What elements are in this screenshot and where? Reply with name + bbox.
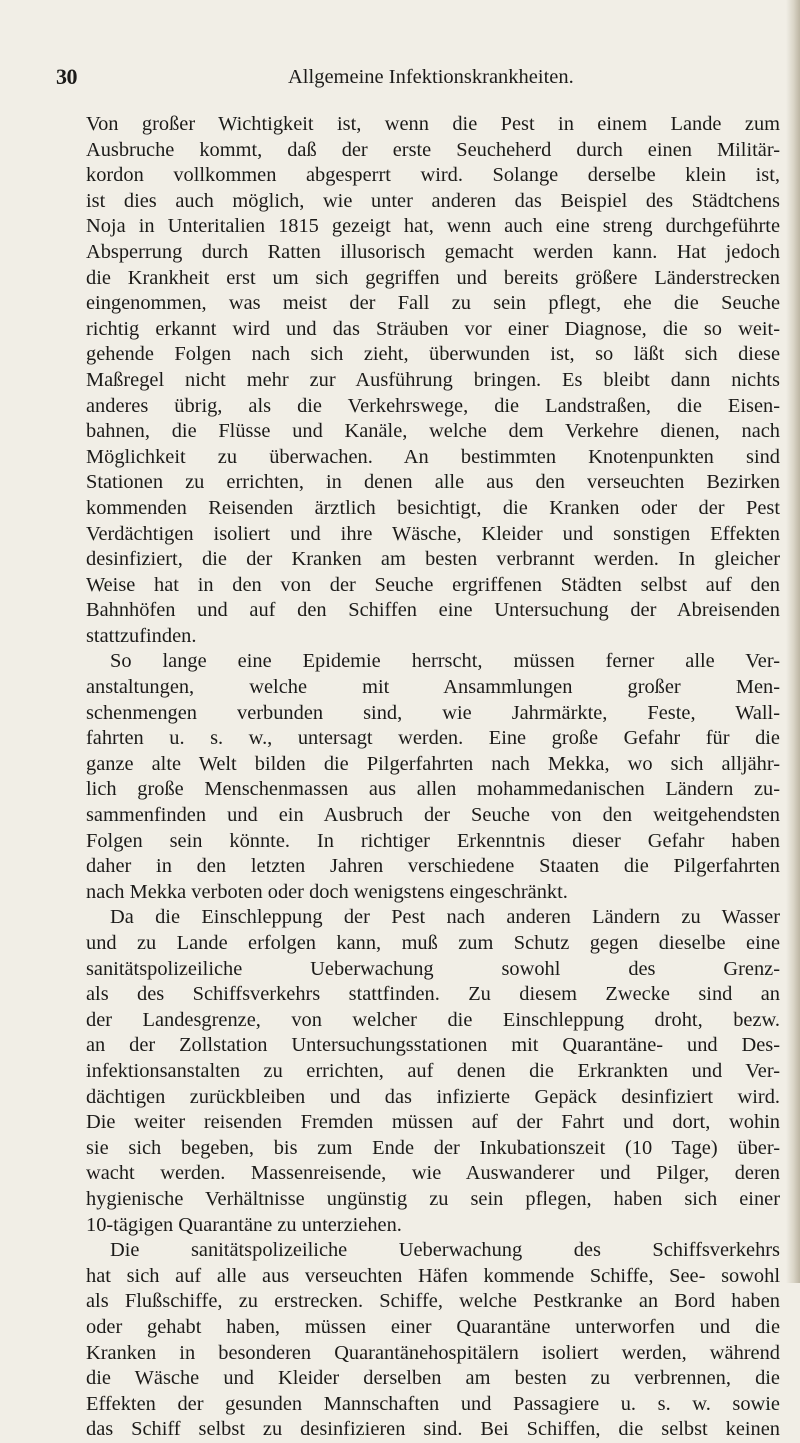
text-line: der Landesgrenze, von welcher die Einschleppung droht, bezw. xyxy=(86,1008,780,1031)
text-line: hat sich auf alle aus verseuchten Häfen kommende Schiffe, See- sowohl xyxy=(86,1264,780,1287)
text-line: schenmengen verbunden sind, wie Jahrmärkte, Feste, Wall- xyxy=(86,701,780,724)
text-line: fahrten u. s. w., untersagt werden. Eine große Gefahr für die xyxy=(86,727,780,750)
text-line: stattzufinden. xyxy=(86,624,197,647)
text-line: Weise hat in den von der Seuche ergriffenen Städten selbst auf den xyxy=(86,573,780,596)
text-line: sammenfinden und ein Ausbruch der Seuche von den weitgehendsten xyxy=(86,804,780,827)
text-line: hygienische Verhältnisse ungünstig zu sein pflegen, haben sich einer xyxy=(86,1187,780,1210)
text-line: desinfiziert, die der Kranken am besten verbrannt werden. In gleicher xyxy=(86,548,780,571)
text-line: infektionsanstalten zu errichten, auf denen die Erkrankten und Ver- xyxy=(86,1059,780,1082)
text-line: Die weiter reisenden Fremden müssen auf der Fahrt und dort, wohin xyxy=(86,1111,780,1134)
text-line: anderes übrig, als die Verkehrswege, die Landstraßen, die Eisen- xyxy=(86,394,780,417)
text-line: richtig erkannt wird und das Sträuben vor einer Diagnose, die so weit- xyxy=(86,317,780,340)
text-line: Die sanitätspolizeiliche Ueberwachung des Schiffsverkehrs xyxy=(110,1239,780,1262)
text-line: Stationen zu errichten, in denen alle aus den verseuchten Bezirken xyxy=(86,471,780,494)
text-line: sie sich begeben, bis zum Ende der Inkubationszeit (10 Tage) über- xyxy=(86,1136,780,1159)
text-line: und zu Lande erfolgen kann, muß zum Schutz gegen dieselbe eine xyxy=(86,932,780,954)
text-line: Kranken in besonderen Quarantänehospitälern isoliert werden, während xyxy=(86,1341,780,1364)
text-line: oder gehabt haben, müssen einer Quarantäne unterworfen und die xyxy=(86,1315,780,1338)
text-line: die Wäsche und Kleider derselben am besten zu verbrennen, die xyxy=(86,1367,780,1390)
page-header xyxy=(56,64,756,96)
text-line: ganze alte Welt bilden die Pilgerfahrten nach Mekka, wo sich alljähr- xyxy=(86,752,780,775)
text-line: das Schiff selbst zu desinfizieren sind. Bei Schiffen, die selbst keinen xyxy=(86,1418,780,1441)
page-number: 30 xyxy=(56,64,77,89)
text-line: Maßregel nicht mehr zur Ausführung bringen. Es bleibt dann nichts xyxy=(86,368,780,391)
text-line: Folgen sein könnte. In richtiger Erkenntnis dieser Gefahr haben xyxy=(86,829,780,852)
text-line: 10-tägigen Quarantäne zu unterziehen. xyxy=(86,1213,402,1236)
text-line: kommenden Reisenden ärztlich besichtigt, die Kranken oder der Pest xyxy=(86,496,780,519)
text-line: an der Zollstation Untersuchungsstationen mit Quarantäne- und Des- xyxy=(86,1034,780,1057)
text-line: eingenommen, was meist der Fall zu sein pflegt, ehe die Seuche xyxy=(86,292,780,315)
text-line: Möglichkeit zu überwachen. An bestimmten Knotenpunkten sind xyxy=(86,445,780,468)
text-line: anstaltungen, welche mit Ansammlungen großer Men- xyxy=(86,676,780,699)
body-text xyxy=(86,112,780,1443)
text-line: Absperrung durch Ratten illusorisch gemacht werden kann. Hat jedoch xyxy=(86,240,780,263)
text-line: wacht werden. Massenreisende, wie Auswanderer und Pilger, deren xyxy=(86,1162,780,1185)
text-line: sanitätspolizeiliche Ueberwachung sowohl des Grenz- xyxy=(86,957,780,980)
running-head: Allgemeine Infektionskrankheiten. xyxy=(288,66,574,88)
text-line: gehende Folgen nach sich zieht, überwunden ist, so läßt sich diese xyxy=(86,343,780,366)
text-line: ist dies auch möglich, wie unter anderen das Beispiel des Städtchens xyxy=(86,189,780,212)
text-line: lich große Menschenmassen aus allen mohammedanischen Ländern zu- xyxy=(86,778,780,801)
text-line: dächtigen zurückbleiben und das infizierte Gepäck desinfiziert wird. xyxy=(86,1085,780,1108)
text-line: Da die Einschleppung der Pest nach anderen Ländern zu Wasser xyxy=(110,906,780,929)
text-line: Effekten der gesunden Mannschaften und Passagiere u. s. w. sowie xyxy=(86,1392,780,1415)
text-line: Verdächtigen isoliert und ihre Wäsche, Kleider und sonstigen Effekten xyxy=(86,522,780,545)
text-line: daher in den letzten Jahren verschiedene Staaten die Pilgerfahrten xyxy=(86,855,780,878)
text-line: nach Mekka verboten oder doch wenigstens eingeschränkt. xyxy=(86,880,568,903)
text-line: als Flußschiffe, zu erstrecken. Schiffe, welche Pestkranke an Bord haben xyxy=(86,1290,780,1313)
text-line: Ausbruche kommt, daß der erste Seucheherd durch einen Militär- xyxy=(86,138,780,161)
text-line: bahnen, die Flüsse und Kanäle, welche dem Verkehre dienen, nach xyxy=(86,420,780,443)
text-line: So lange eine Epidemie herrscht, müssen ferner alle Ver- xyxy=(110,650,780,673)
text-line: die Krankheit erst um sich gegriffen und bereits größere Länderstrecken xyxy=(86,266,780,289)
text-line: kordon vollkommen abgesperrt wird. Solange derselbe klein ist, xyxy=(86,164,780,187)
page-edge-shadow xyxy=(786,0,800,1283)
text-line: als des Schiffsverkehrs stattfinden. Zu diesem Zwecke sind an xyxy=(86,983,780,1006)
text-line: Noja in Unteritalien 1815 gezeigt hat, wenn auch eine streng durchgeführte xyxy=(86,215,780,238)
text-line: Bahnhöfen und auf den Schiffen eine Untersuchung der Abreisenden xyxy=(86,599,780,622)
text-line: Von großer Wichtigkeit ist, wenn die Pest in einem Lande zum xyxy=(86,113,780,135)
